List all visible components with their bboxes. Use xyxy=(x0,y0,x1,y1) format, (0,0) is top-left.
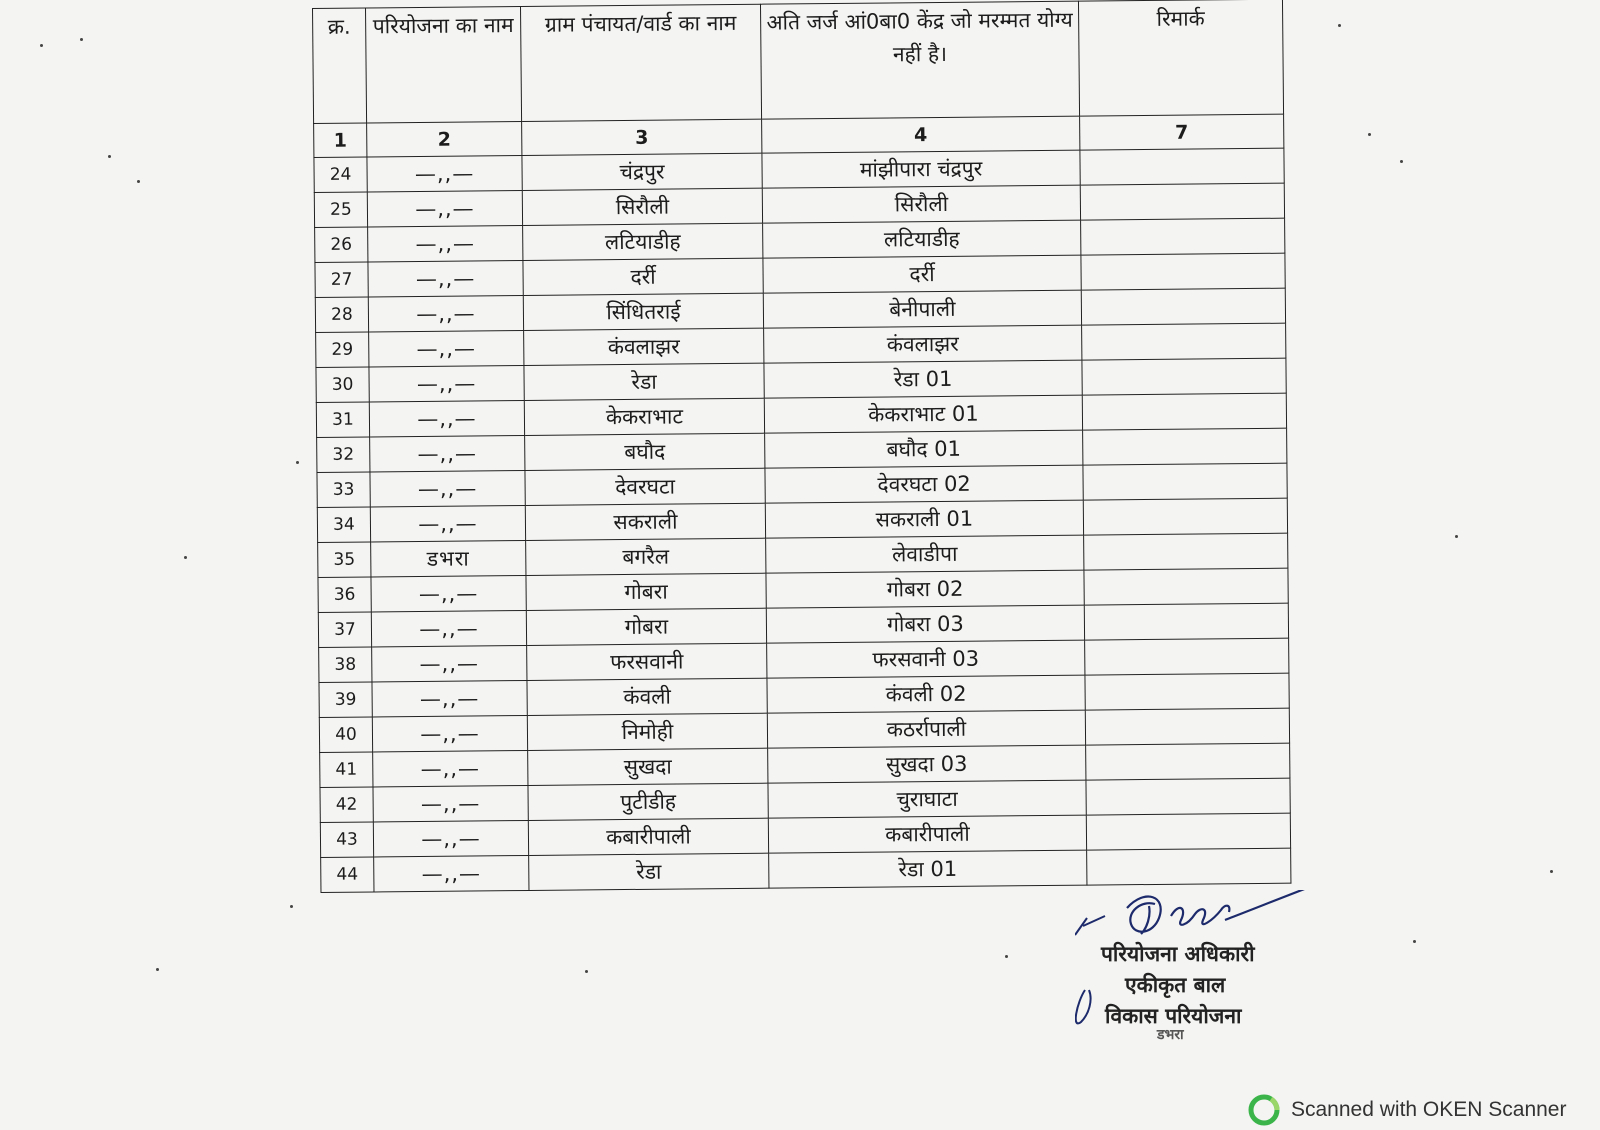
scanner-label: Scanned with OKEN Scanner xyxy=(1291,1098,1567,1121)
column-number: 7 xyxy=(1080,114,1284,150)
scan-speck xyxy=(40,44,43,47)
serial-number-cell: 40 xyxy=(319,717,372,753)
anganwadi-centre-cell: दर्री xyxy=(763,255,1081,293)
remark-cell xyxy=(1087,848,1291,885)
anganwadi-centre-cell: रेडा 01 xyxy=(769,850,1087,888)
header-panchayat: ग्राम पंचायत/वार्ड का नाम xyxy=(520,4,761,121)
anganwadi-centre-cell: देवरघटा 02 xyxy=(765,465,1083,503)
panchayat-name-cell: कबारीपाली xyxy=(528,818,768,855)
project-name-cell: —,,— xyxy=(369,400,524,436)
remark-cell xyxy=(1083,463,1287,500)
serial-number-cell: 41 xyxy=(320,752,373,788)
anganwadi-centre-table xyxy=(312,0,1291,893)
scan-speck xyxy=(1368,133,1371,136)
serial-number-cell: 34 xyxy=(317,507,370,543)
panchayat-name-cell: कंवली xyxy=(527,678,767,715)
panchayat-name-cell: फरसवानी xyxy=(527,643,767,680)
header-project: परियोजना का नाम xyxy=(366,6,522,122)
column-number: 4 xyxy=(762,116,1080,153)
remark-cell xyxy=(1082,393,1286,430)
scan-speck xyxy=(290,905,293,908)
anganwadi-centre-cell: कंवलाझर xyxy=(764,325,1082,363)
anganwadi-centre-cell: फरसवानी 03 xyxy=(767,640,1085,678)
anganwadi-centre-cell: सकराली 01 xyxy=(765,500,1083,538)
panchayat-name-cell: रेडा xyxy=(529,853,769,890)
remark-cell xyxy=(1080,148,1284,185)
anganwadi-centre-cell: रेडा 01 xyxy=(764,360,1082,398)
anganwadi-centre-cell: सिरौली xyxy=(762,185,1080,223)
serial-number-cell: 32 xyxy=(317,437,370,473)
scan-speck xyxy=(585,970,588,973)
remark-cell xyxy=(1081,253,1285,290)
anganwadi-centre-cell: केकराभाट 01 xyxy=(764,395,1082,433)
remark-cell xyxy=(1084,603,1288,640)
panchayat-name-cell: देवरघटा xyxy=(525,468,765,505)
scan-speck xyxy=(1005,955,1008,958)
column-number: 1 xyxy=(314,123,367,158)
serial-number-cell: 31 xyxy=(316,402,369,438)
project-name-cell: —,,— xyxy=(372,645,527,681)
remark-cell xyxy=(1085,708,1289,745)
project-name-cell: —,,— xyxy=(373,785,528,821)
project-name-cell: —,,— xyxy=(371,610,526,646)
scan-speck xyxy=(1400,160,1403,163)
scan-speck xyxy=(137,180,140,183)
serial-number-cell: 26 xyxy=(315,227,368,263)
project-name-cell: —,,— xyxy=(372,715,527,751)
project-name-cell: —,,— xyxy=(370,505,525,541)
serial-number-cell: 24 xyxy=(314,157,367,193)
project-name-cell: —,,— xyxy=(370,435,525,471)
serial-number-cell: 25 xyxy=(314,192,367,228)
anganwadi-centre-cell: गोबरा 02 xyxy=(766,570,1084,608)
anganwadi-centre-cell: बेनीपाली xyxy=(763,290,1081,328)
serial-number-cell: 27 xyxy=(315,262,368,298)
serial-number-cell: 28 xyxy=(315,297,368,333)
anganwadi-centre-cell: कबारीपाली xyxy=(768,815,1086,853)
header-remark: रिमार्क xyxy=(1078,0,1283,116)
anganwadi-centre-cell: सुखदा 03 xyxy=(768,745,1086,783)
remark-cell xyxy=(1082,323,1286,360)
scan-speck xyxy=(184,556,187,559)
project-name-cell: —,,— xyxy=(370,470,525,506)
remark-cell xyxy=(1082,358,1286,395)
signatory-office-line1: एकीकृत बाल xyxy=(1125,973,1226,997)
project-name-cell: —,,— xyxy=(368,260,523,296)
serial-number-cell: 39 xyxy=(319,682,372,718)
remark-cell xyxy=(1084,533,1288,570)
panchayat-name-cell: कंवलाझर xyxy=(524,328,764,365)
anganwadi-centre-cell: बघौद 01 xyxy=(765,430,1083,468)
serial-number-cell: 43 xyxy=(320,822,373,858)
panchayat-name-cell: सिरौली xyxy=(522,188,762,225)
anganwadi-centre-cell: गोबरा 03 xyxy=(766,605,1084,643)
anganwadi-centre-cell: लटियाडीह xyxy=(763,220,1081,258)
oken-logo-icon xyxy=(1247,1093,1281,1127)
project-name-cell: —,,— xyxy=(368,295,523,331)
panchayat-name-cell: सुखदा xyxy=(528,748,768,785)
serial-number-cell: 36 xyxy=(318,577,371,613)
project-name-cell: डभरा xyxy=(371,540,526,576)
remark-cell xyxy=(1086,778,1290,815)
scanner-watermark xyxy=(1247,1092,1566,1128)
signatory-office-line2: विकास परियोजना xyxy=(1105,1004,1242,1028)
remark-cell xyxy=(1085,673,1289,710)
signatory-place: डभरा xyxy=(1157,1027,1184,1043)
scan-speck xyxy=(80,38,83,41)
panchayat-name-cell: चंद्रपुर xyxy=(522,153,762,190)
panchayat-name-cell: गोबरा xyxy=(526,573,766,610)
panchayat-name-cell: निमोही xyxy=(527,713,767,750)
project-name-cell: —,,— xyxy=(371,575,526,611)
panchayat-name-cell: दर्री xyxy=(523,258,763,295)
serial-number-cell: 38 xyxy=(319,647,372,683)
serial-number-cell: 37 xyxy=(318,612,371,648)
anganwadi-centre-cell: चुराघाटा xyxy=(768,780,1086,818)
project-name-cell: —,,— xyxy=(373,750,528,786)
serial-number-cell: 29 xyxy=(316,332,369,368)
remark-cell xyxy=(1086,743,1290,780)
scan-speck xyxy=(108,155,111,158)
serial-number-cell: 30 xyxy=(316,367,369,403)
scan-speck xyxy=(1550,870,1553,873)
remark-cell xyxy=(1081,218,1285,255)
document-sheet xyxy=(312,0,1290,893)
column-number: 3 xyxy=(522,119,762,155)
column-number: 2 xyxy=(367,121,522,156)
panchayat-name-cell: बघौद xyxy=(525,433,765,470)
serial-number-cell: 33 xyxy=(317,472,370,508)
serial-number-cell: 42 xyxy=(320,787,373,823)
table-header-row xyxy=(313,0,1284,123)
panchayat-name-cell: सकराली xyxy=(525,503,765,540)
panchayat-name-cell: गोबरा xyxy=(526,608,766,645)
remark-cell xyxy=(1083,498,1287,535)
panchayat-name-cell: केकराभाट xyxy=(524,398,764,435)
anganwadi-centre-cell: कठर्रापाली xyxy=(767,710,1085,748)
remark-cell xyxy=(1083,428,1287,465)
remark-cell xyxy=(1081,288,1285,325)
scan-speck xyxy=(1455,535,1458,538)
scan-speck xyxy=(1413,940,1416,943)
project-name-cell: —,,— xyxy=(374,855,529,891)
project-name-cell: —,,— xyxy=(369,330,524,366)
project-name-cell: —,,— xyxy=(367,155,522,191)
project-name-cell: —,,— xyxy=(368,225,523,261)
anganwadi-centre-cell: लेवाडीपा xyxy=(766,535,1084,573)
remark-cell xyxy=(1084,568,1288,605)
serial-number-cell: 44 xyxy=(321,857,374,893)
signatory-title: परियोजना अधिकारी xyxy=(1101,942,1255,966)
remark-cell xyxy=(1086,813,1290,850)
panchayat-name-cell: रेडा xyxy=(524,363,764,400)
project-name-cell: —,,— xyxy=(372,680,527,716)
project-name-cell: —,,— xyxy=(373,820,528,856)
project-name-cell: —,,— xyxy=(367,190,522,226)
serial-number-cell: 35 xyxy=(318,542,371,578)
project-name-cell: —,,— xyxy=(369,365,524,401)
panchayat-name-cell: सिंधितराई xyxy=(523,293,763,330)
signature-block xyxy=(1075,890,1345,1043)
panchayat-name-cell: लटियाडीह xyxy=(523,223,763,260)
scan-speck xyxy=(1338,24,1341,27)
anganwadi-centre-cell: कंवली 02 xyxy=(767,675,1085,713)
panchayat-name-cell: पुटीडीह xyxy=(528,783,768,820)
header-serial: क्र. xyxy=(313,8,367,124)
remark-cell xyxy=(1085,638,1289,675)
anganwadi-centre-cell: मांझीपारा चंद्रपुर xyxy=(762,150,1080,188)
panchayat-name-cell: बगरैल xyxy=(526,538,766,575)
scan-speck xyxy=(156,968,159,971)
header-centre: अति जर्ज आं0बा0 केंद्र जो मरम्मत योग्य नहीं है। xyxy=(760,1,1079,119)
scan-speck xyxy=(296,461,299,464)
remark-cell xyxy=(1080,183,1284,220)
table-body xyxy=(314,148,1291,892)
